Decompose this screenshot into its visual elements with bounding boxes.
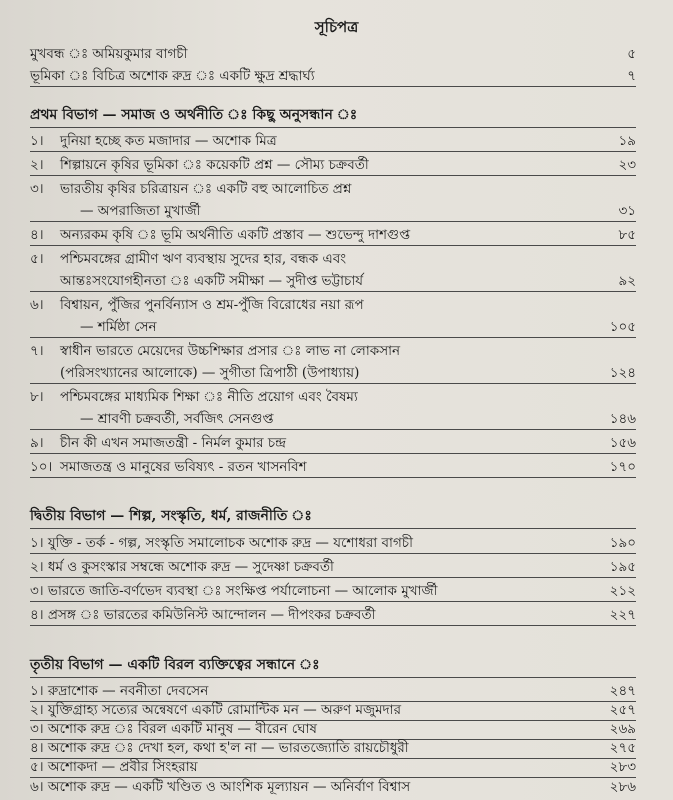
entry-page: ১২৪: [609, 365, 636, 381]
toc-entry: [30, 225, 636, 246]
entry-page: ২৫৭: [609, 702, 636, 718]
entry-text: বিশ্বায়ন, পুঁজির পুনর্বিন্যাস ও শ্রম-পুঁজি বিরোধের নয়া রূপ: [60, 297, 364, 313]
toc-entry: [30, 131, 636, 152]
entry-number: ৭।: [30, 343, 44, 359]
entry-text: ৫। অশোকদা — প্রবীর সিংহরায়: [30, 759, 198, 775]
entry-page: ২৩: [618, 157, 636, 173]
section-heading-1: প্রথম বিভাগ — সমাজ ও অর্থনীতি ঃ কিছু অনুসন্ধান ঃ: [30, 107, 358, 123]
entry-text: অন্যরকম কৃষি ঃ ভূমি অর্থনীতি একটি প্রস্তাব — শুভেন্দু দাশগুপ্ত: [60, 227, 411, 243]
entry-text: আন্তঃসংযোগহীনতা ঃ একটি সমীক্ষা — সুদীপ্ত ভট্টাচার্য: [60, 273, 364, 289]
section-divider: [30, 677, 636, 678]
entry-text: স্বাধীন ভারতে মেয়েদের উচ্চশিক্ষার প্রসার ঃ লাভ না লোকসান: [60, 343, 401, 359]
entry-number: ৪।: [30, 227, 44, 243]
toc-entry-continuation: [30, 201, 636, 222]
entry-text: ভূমিকা ঃ বিচিত্র অশোক রুদ্র ঃ একটি ক্ষুদ্র শ্রদ্ধার্ঘ্য: [30, 68, 315, 84]
toc-entry: [30, 155, 636, 176]
entry-page: ৭: [627, 68, 636, 84]
entry-text: (পরিসংখ্যানের আলোকে) — সুগীতা ত্রিপাঠী (উপাধ্যায়): [60, 365, 360, 381]
section-divider: [30, 127, 636, 128]
entry-page: ২১২: [609, 583, 636, 599]
entry-text: ১। রুদ্রাশোক — নবনীতা দেবসেন: [30, 683, 209, 699]
toc-entry: [30, 719, 636, 740]
toc-entry-continuation: [30, 271, 636, 292]
entry-page: ১৯: [618, 133, 636, 149]
entry-page: ১৫৬: [609, 435, 636, 451]
toc-entry: [30, 249, 636, 269]
toc-entry: [30, 341, 636, 361]
entry-text: ৩। অশোক রুদ্র ঃ বিরল একটি মানুষ — বীরেন ঘোষ: [30, 721, 317, 737]
entry-text: ২। যুক্তিগ্রাহ্য সত্যের অন্বেষণে একটি রোমান্টিক মন — অরুণ মজুমদার: [30, 702, 401, 718]
entry-page: ১৪৬: [609, 411, 636, 427]
toc-entry-continuation: [30, 409, 636, 430]
entry-page: ৩১: [618, 203, 636, 219]
entry-page: ৯২: [618, 273, 636, 289]
toc-entry: [30, 295, 636, 315]
entry-text: শিল্পায়নে কৃষির ভূমিকা ঃ কয়েকটি প্রশ্ন — সৌম্য চক্রবর্তী: [60, 157, 369, 173]
toc-entry: [30, 681, 636, 702]
entry-number: ৫।: [30, 251, 44, 267]
entry-number: ১।: [30, 133, 44, 149]
entry-text: ৩। ভারতে জাতি-বর্ণভেদ ব্যবস্থা ঃ সংক্ষিপ্ত পর্যালোচনা — আলোক মুখার্জী: [30, 583, 438, 599]
toc-entry-continuation: [30, 363, 636, 384]
entry-text: ২। ধর্ম ও কুসংস্কার সম্বন্ধে অশোক রুদ্র — সুদেষ্ণা চক্রবর্তী: [30, 559, 334, 575]
entry-page: ২৪৭: [609, 683, 636, 699]
toc-entry: [30, 533, 636, 554]
toc-entry: [30, 605, 636, 626]
entry-text: ৬। অশোক রুদ্র — একটি খণ্ডিত ও আংশিক মূল্যায়ন — অনির্বাণ বিশ্বাস: [30, 779, 411, 795]
section-heading-3: তৃতীয় বিভাগ — একটি বিরল ব্যক্তিত্বের সন্ধানে ঃ: [30, 657, 320, 673]
page-title: সূচিপত্র: [314, 18, 359, 36]
entry-number: ৯।: [30, 435, 44, 451]
entry-text: — অপরাজিতা মুখার্জী: [80, 203, 201, 219]
entry-page: ২২৭: [609, 607, 636, 623]
entry-number: ৩।: [30, 181, 44, 197]
toc-entry: [30, 179, 636, 199]
toc-entry: [30, 700, 636, 721]
toc-entry: [30, 757, 636, 778]
toc-entry: [30, 777, 636, 797]
entry-text: — শর্মিষ্ঠা সেন: [80, 319, 157, 335]
entry-text: পশ্চিমবঙ্গের মাধ্যমিক শিক্ষা ঃ নীতি প্রয়োগ এবং বৈষম্য: [60, 389, 358, 405]
entry-number: ১০।: [30, 459, 53, 475]
entry-text: ৪। প্রসঙ্গ ঃ ভারতের কমিউনিস্ট আন্দোলন — দীপংকর চক্রবর্তী: [30, 607, 376, 623]
toc-entry-continuation: [30, 317, 636, 338]
entry-page: ২৬৯: [609, 721, 636, 737]
toc-entry: [30, 433, 636, 454]
entry-page: ১৯০: [609, 535, 636, 551]
toc-entry: [30, 581, 636, 602]
entry-number: ৮।: [30, 389, 44, 405]
section-divider: [30, 528, 636, 529]
entry-page: ২৭৫: [609, 740, 636, 756]
section-heading-2: দ্বিতীয় বিভাগ — শিল্প, সংস্কৃতি, ধর্ম, রাজনীতি ঃ: [30, 508, 312, 524]
toc-entry-foreword: [30, 44, 636, 64]
entry-text: মুখবন্ধ ঃ অমিয়কুমার বাগচী: [30, 46, 188, 62]
entry-page: ২৮৬: [609, 779, 636, 795]
entry-page: ১৭০: [609, 459, 636, 475]
toc-entry: [30, 557, 636, 578]
entry-number: ২।: [30, 157, 44, 173]
entry-page: ১৯৫: [609, 559, 636, 575]
entry-number: ৬।: [30, 297, 44, 313]
toc-entry-introduction: [30, 66, 636, 87]
entry-page: ২৮৩: [609, 759, 636, 775]
entry-text: দুনিয়া হচ্ছে কত মজাদার — অশোক মিত্র: [60, 133, 277, 149]
entry-page: ৮৫: [618, 227, 636, 243]
entry-page: ১০৫: [609, 319, 636, 335]
entry-text: ৪। অশোক রুদ্র ঃ দেখা হল, কথা হ'ল না — ভারতজ্যোতি রায়চৌধুরী: [30, 740, 409, 756]
entry-text: ভারতীয় কৃষির চরিত্রায়ন ঃ একটি বহু আলোচিত প্রশ্ন: [60, 181, 352, 197]
toc-entry: [30, 738, 636, 759]
entry-text: পশ্চিমবঙ্গের গ্রামীণ ঋণ ব্যবস্থায় সুদের হার, বন্ধক এবং: [60, 251, 347, 267]
entry-page: ৫: [627, 46, 636, 62]
entry-text: সমাজতন্ত্র ও মানুষের ভবিষ্যৎ - রতন খাসনবিশ: [60, 459, 307, 475]
entry-text: ১। যুক্তি - তর্ক - গল্প, সংস্কৃতি সমালোচক অশোক রুদ্র — যশোধরা বাগচী: [30, 535, 413, 551]
toc-entry: [30, 387, 636, 407]
entry-text: — শ্রাবণী চক্রবর্তী, সর্বজিৎ সেনগুপ্ত: [80, 411, 274, 427]
entry-text: চীন কী এখন সমাজতন্ত্রী - নির্মল কুমার চন্দ্র: [60, 435, 287, 451]
toc-entry: [30, 457, 636, 478]
